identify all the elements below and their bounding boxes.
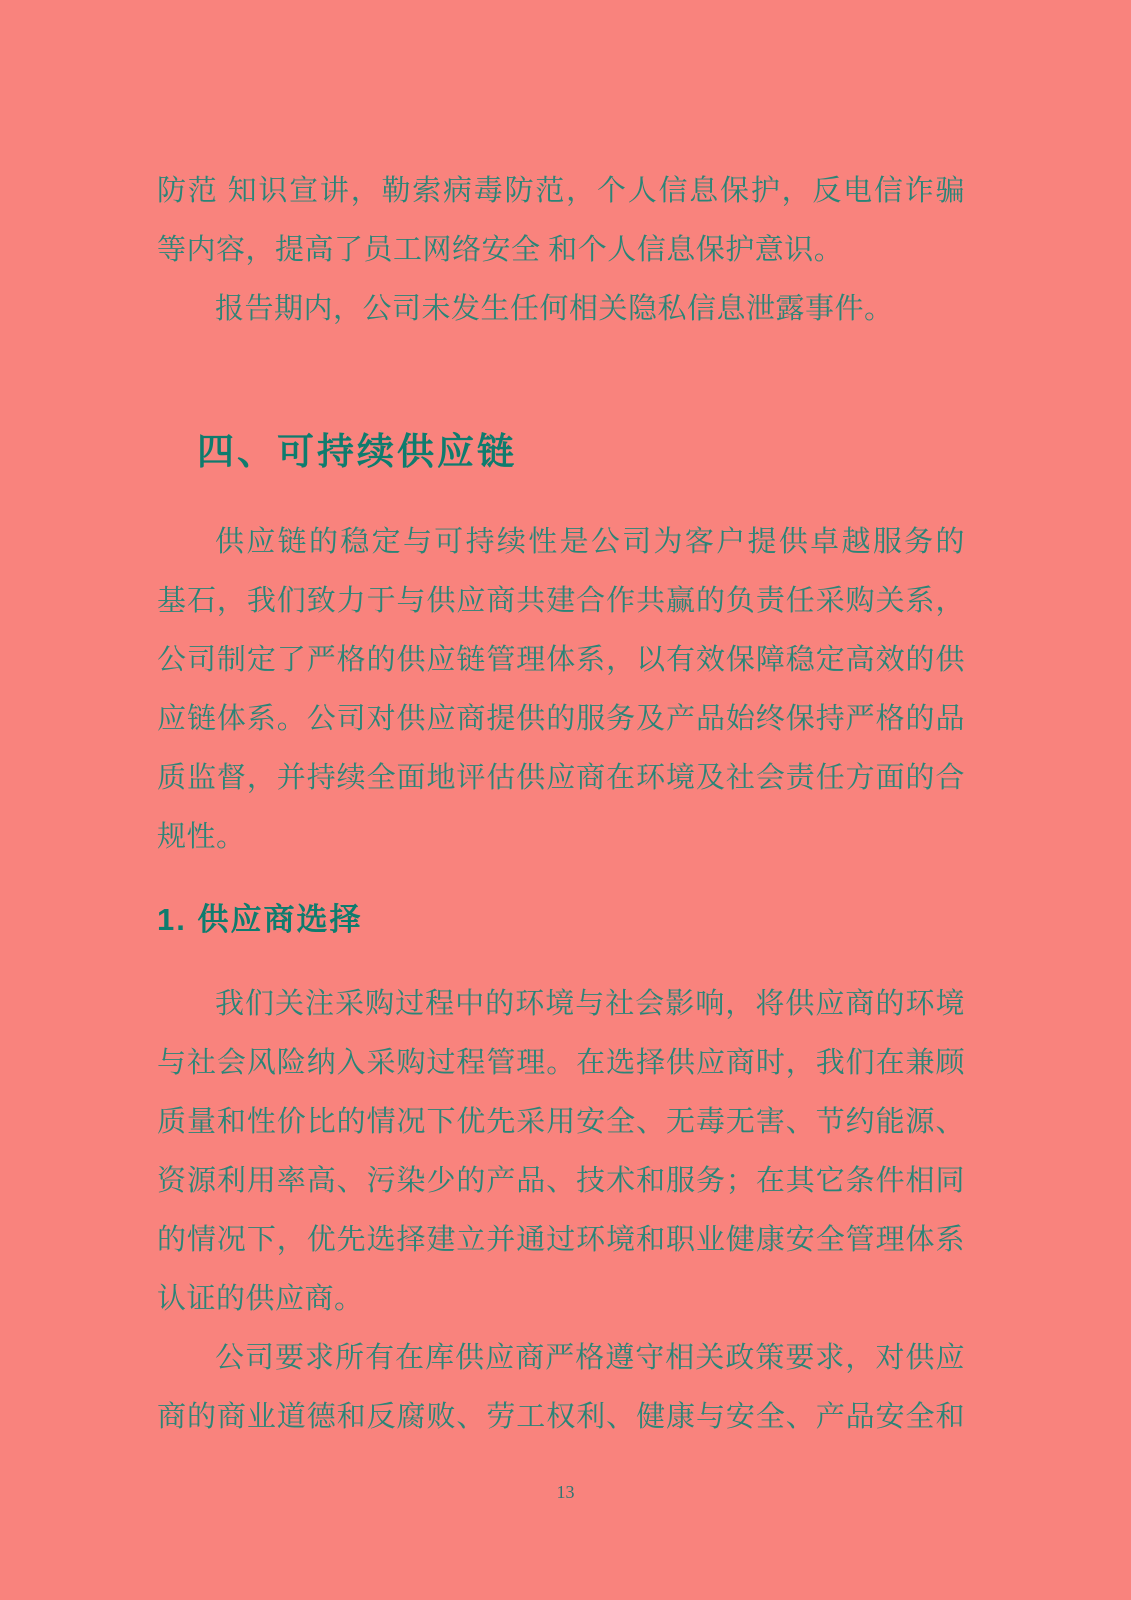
- body-line: 认证的供应商。: [157, 1283, 364, 1315]
- body-line: 应链体系。公司对供应商提供的服务及产品始终保持严格的品: [157, 703, 965, 735]
- body-line: 供应链的稳定与可持续性是公司为客户提供卓越服务的: [215, 526, 965, 558]
- body-line: 我们关注采购过程中的环境与社会影响，将供应商的环境: [215, 988, 965, 1020]
- body-line: 基石，我们致力于与供应商共建合作共赢的负责任采购关系，: [157, 585, 965, 617]
- body-line: 规性。: [157, 821, 246, 853]
- paragraph-supplier-requirements: [157, 1329, 965, 1447]
- body-line: 公司制定了严格的供应链管理体系，以有效保障稳定高效的供: [157, 644, 965, 676]
- body-line: 质量和性价比的情况下优先采用安全、无毒无害、节约能源、: [157, 1106, 965, 1138]
- page-content: [157, 0, 965, 1447]
- body-line: 与社会风险纳入采购过程管理。在选择供应商时，我们在兼顾: [157, 1047, 965, 1079]
- body-line: 资源利用率高、污染少的产品、技术和服务；在其它条件相同: [157, 1165, 965, 1197]
- paragraph-network-security: [157, 162, 965, 339]
- body-line: 质监督，并持续全面地评估供应商在环境及社会责任方面的合: [157, 762, 965, 794]
- paragraph-supply-chain-intro: [157, 513, 965, 867]
- page-number: 13: [556, 1482, 575, 1502]
- body-line: 报告期内，公司未发生任何相关隐私信息泄露事件。: [215, 293, 894, 325]
- body-line: 的情况下，优先选择建立并通过环境和职业健康安全管理体系: [157, 1224, 965, 1256]
- body-line: 防范 知识宣讲，勒索病毒防范，个人信息保护，反电信诈骗: [157, 175, 965, 207]
- subsection-heading-supplier-selection: 1. 供应商选择: [157, 902, 363, 937]
- body-line: 商的商业道德和反腐败、劳工权利、健康与安全、产品安全和: [157, 1401, 965, 1433]
- body-line: 公司要求所有在库供应商严格遵守相关政策要求，对供应: [215, 1342, 965, 1374]
- paragraph-supplier-selection: [157, 975, 965, 1329]
- body-line: 等内容，提高了员工网络安全 和个人信息保护意识。: [157, 234, 844, 266]
- section-heading-sustainable-supply-chain: 四、可持续供应链: [197, 431, 517, 472]
